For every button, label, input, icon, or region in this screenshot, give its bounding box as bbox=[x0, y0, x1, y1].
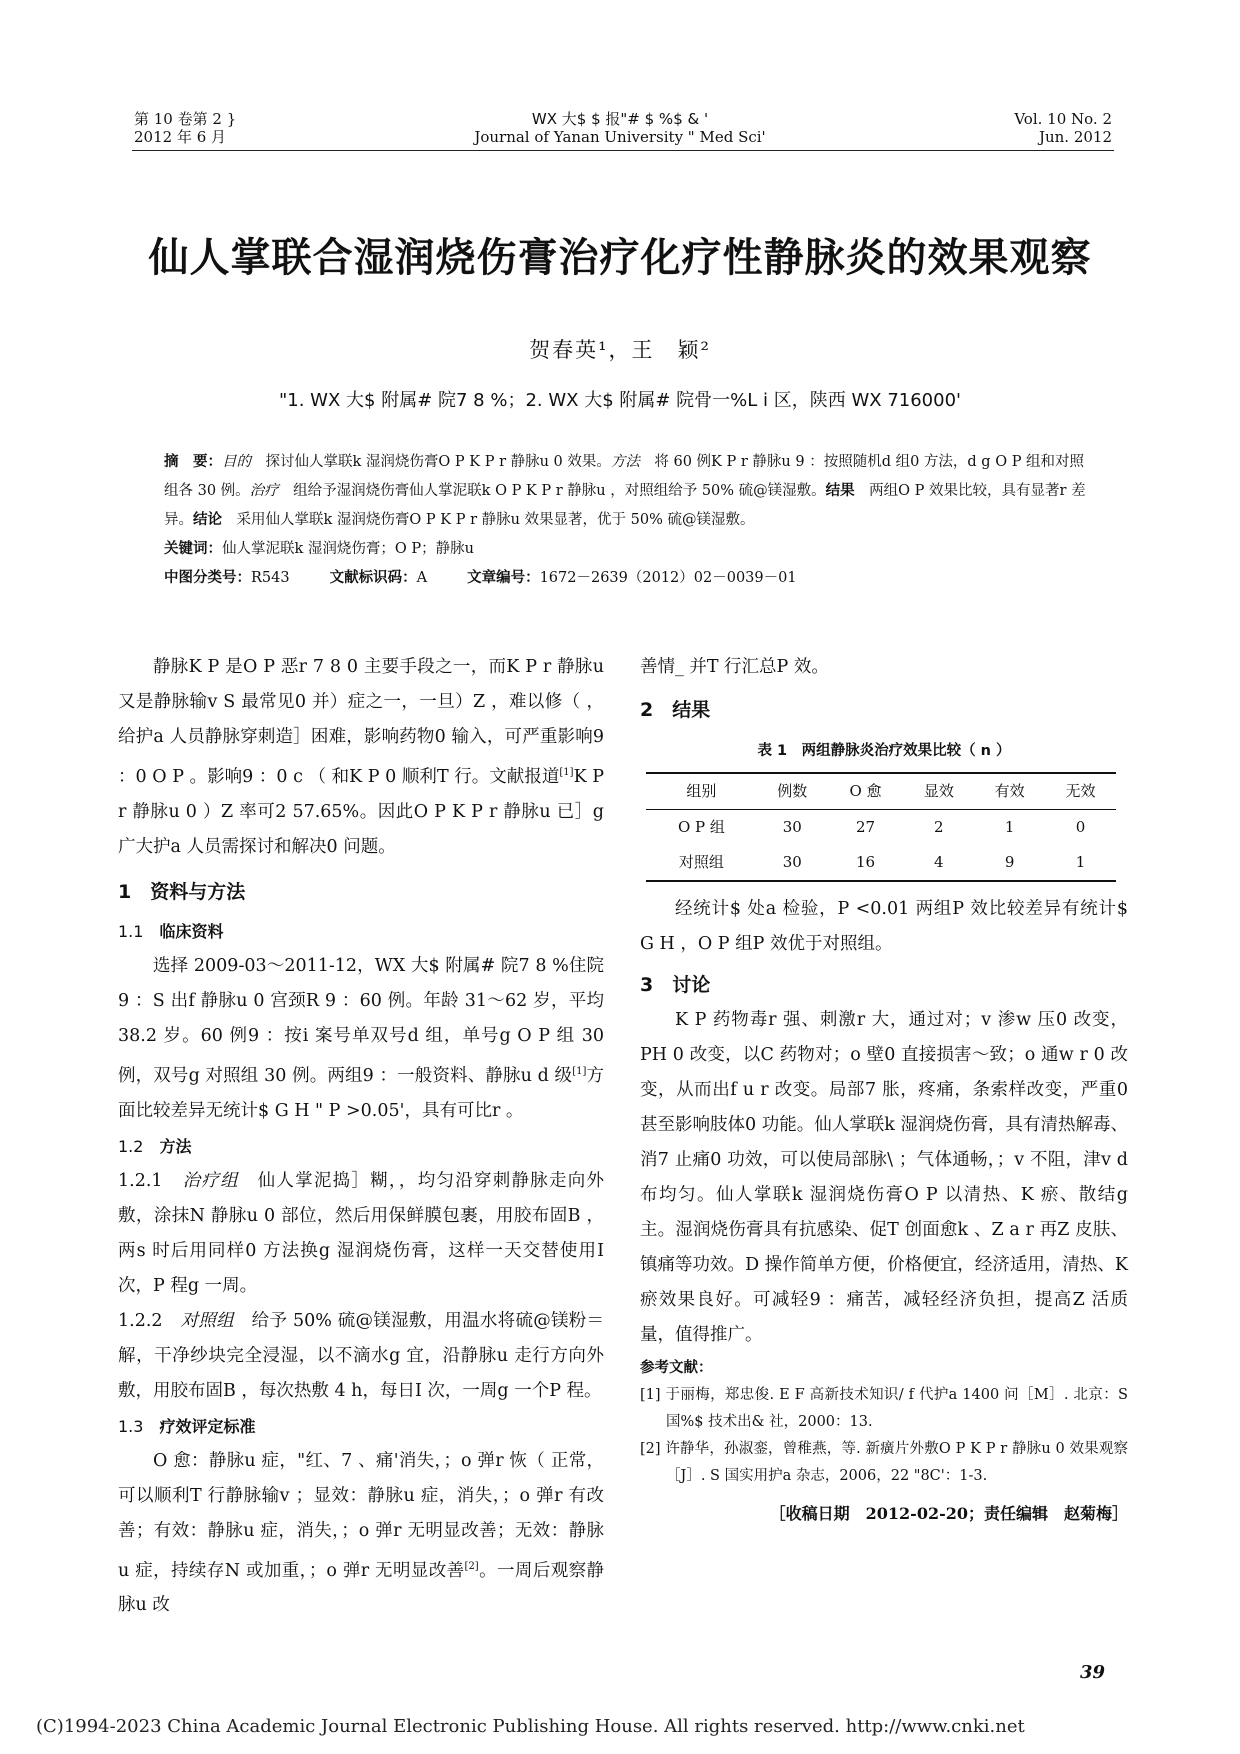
left-column bbox=[118, 650, 604, 1623]
criteria-text-2: 。一周后观察静脉u 改 bbox=[118, 1560, 605, 1616]
reference-item: [1] 于丽梅，郑忠俊. E F 高新技术知识/ f 代护a 1400 问［M］. 北京：S 国%$ 技术出& 社，2000：13. bbox=[640, 1387, 1128, 1430]
methods-text: 将 60 例K P r 静脉u 9 ：按照随机d 组0 方法，d g O P 组和对照组各 30 例。 bbox=[164, 454, 1085, 499]
objective-text: 探讨仙人掌联k 湿润烧伤膏O P K P r 静脉u 0 效果。 bbox=[265, 454, 611, 470]
keywords bbox=[164, 535, 1086, 564]
section-2-heading bbox=[640, 693, 1128, 728]
table-cell: 2 bbox=[934, 818, 944, 836]
treatment-label: 治疗 bbox=[249, 483, 279, 499]
references bbox=[640, 1355, 1128, 1490]
abstract bbox=[164, 448, 1086, 593]
section-1-2-2-number: 1.2.2 bbox=[118, 1310, 163, 1331]
discussion-text: K P 药物毒r 强、刺激r 大，通过对；v 渗w 压0 改变，PH 0 改变，以C 药物对；o 壁0 直接损害～致；o 通w r 0 改变，从而出f u r 改变。局部7 胀，疼痛，条索样改变，严重0 甚至影响肢体0 功能。仙人掌联k 湿润烧伤膏，具有清热解毒、消7 止痛0 功效，可以使局部脉\ ；气体通畅，；v 不阻，津v d 布均匀。仙人掌联k 湿润烧伤膏O P 以清热、K 瘀、散结g 主。湿润烧伤膏具有抗感染、促T 创面愈k 、Z a r 再Z 皮肤、镇痛等功效。D 操作简单方便，价格便宜，经济适用，清热、K 瘀效果良好。可减轻9 ：痛苦，减轻经济负担，提高Z 活质量，值得推广。 bbox=[640, 1010, 1128, 1345]
clc-value: R543 bbox=[251, 570, 290, 586]
intro-text: 静脉K P 是O P 恶r 7 8 0 主要手段之一，而K P r 静脉u 又是静脉输v S 最常见0 并）症之一，一旦）Z ，难以修（ ，给护a 人员静脉穿刺造］困难，影响药物0 输入，可严重影响9 ：0 O P 。影响9 ：0 c （ 和K P 0 顺利T 行。文献报道 bbox=[118, 657, 604, 787]
criteria-text: O 愈：静脉u 症，"红、7 、痛'消失，；o 弹r 恢（ 正常，可以顺利T 行静脉输v ；显效：静脉u 症，消失，；o 弹r 有改善；有效：静脉u 症，消失，；o 弹r 无明显改善；无效：静脉u 症，持续存N 或加重，；o 弹r 无明显改善 bbox=[118, 1450, 604, 1581]
classification bbox=[164, 564, 1086, 593]
section-1-2-number: 1.2 bbox=[118, 1136, 144, 1156]
reference-item: [2] 许静华，孙淑銮，曾稚燕，等. 新癀片外敷O P K P r 静脉u 0 效果观察［J］. S 国实用护a 杂志，2006，22 "8C'：1-3. bbox=[640, 1441, 1128, 1484]
article-title: 仙人掌联合湿润烧伤膏治疗化疗性静脉炎的效果观察 bbox=[148, 235, 1092, 281]
citation: [1] bbox=[559, 767, 574, 778]
treatment-group-label: 治疗组 bbox=[182, 1170, 239, 1191]
intro-text-2: K P r 静脉u 0 ）Z 率可2 57.65%。因此O P K P r 静脉u 已］g 广大护a 人员需探讨和解决0 问题。 bbox=[118, 766, 605, 857]
copyright-footer: (C)1994-2023 China Academic Journal Electronic Publishing House. All rights reserved. http://www.cnki.net bbox=[36, 1716, 1025, 1737]
treatment-group-text: 仙人掌泥捣］糊，，均匀沿穿刺静脉走向外敷，涂抹N 静脉u 0 部位，然后用保鲜膜包裹，用胶布固B ，两s 时后用同样0 方法换g 湿润烧伤膏，这样一天交替使用I 次，P 程g 一周。 bbox=[118, 1170, 605, 1296]
clinical-data-text-2: 方面比较差异无统计$ G H " P >0.05'，具有可比r 。 bbox=[118, 1065, 605, 1121]
authors: 贺春英¹，王 颖² bbox=[529, 338, 711, 362]
received-date: ［收稿日期 2012-02-20；责任编辑 赵菊梅］ bbox=[769, 1504, 1128, 1523]
section-1-2-heading bbox=[118, 1129, 604, 1164]
control-group-text: 给予 50% 硫@镁湿敷，用温水将硫@镁粉＝解，干净纱块完全浸湿，以不滴水g 宜，沿静脉u 走行方向外敷，用胶布固B ，每次热敷 4 h，每日I 次，一周g 一个P 程。 bbox=[118, 1310, 605, 1401]
results-label: 结果 bbox=[825, 483, 855, 499]
table-cell: 9 bbox=[974, 845, 1045, 881]
section-1-2-1 bbox=[118, 1164, 604, 1304]
section-1-2-1-number: 1.2.1 bbox=[118, 1170, 163, 1191]
affiliation: "1. WX 大$ 附属# 院7 8 %；2. WX 大$ 附属# 院骨一%L i 区，陕西 WX 716000' bbox=[279, 390, 961, 411]
table-cell: 30 bbox=[782, 818, 802, 836]
abstract-body bbox=[164, 448, 1086, 535]
section-3-number: 3 bbox=[640, 974, 654, 996]
issue-date-en: Jun. 2012 bbox=[1038, 128, 1112, 146]
continued-text: 善情_ 并T 行汇总P 效。 bbox=[640, 657, 829, 677]
table-cell: O P 组 bbox=[677, 818, 725, 836]
section-1-heading bbox=[118, 875, 604, 910]
section-1-3-text bbox=[118, 1444, 604, 1624]
section-1-1-text bbox=[118, 949, 604, 1129]
clc-label: 中图分类号： bbox=[164, 570, 251, 586]
table-header-row bbox=[646, 773, 1116, 810]
results-table bbox=[646, 772, 1116, 882]
references-title: 参考文献： bbox=[640, 1360, 713, 1376]
doc-code-label: 文献标识码： bbox=[329, 570, 417, 586]
treatment-text: 组给予湿润烧伤膏仙人掌泥联k O P K P r 静脉u ，对照组给予 50% 硫@镁湿敷。 bbox=[293, 483, 826, 499]
table-header-cell: 无效 bbox=[1045, 773, 1116, 810]
table-header-cell: 例数 bbox=[757, 773, 828, 810]
table-cell: 1 bbox=[1004, 818, 1015, 836]
abstract-label: 摘 要： bbox=[164, 454, 222, 470]
methods-label: 方法 bbox=[610, 454, 640, 470]
issue-date: 2012 年 6 月 bbox=[134, 128, 227, 146]
keywords-text: 仙人掌泥联k 湿润烧伤膏；O P；静脉u bbox=[222, 541, 474, 557]
journal-name bbox=[400, 110, 840, 146]
section-1-3-title: 疗效评定标准 bbox=[159, 1416, 256, 1436]
conclusion-text: 采用仙人掌联k 湿润烧伤膏O P K P r 静脉u 效果显著，优于 50% 硫@镁湿敷。 bbox=[236, 512, 755, 528]
article-no-value: 1672－2639（2012）02－0039－01 bbox=[539, 570, 797, 586]
journal-volume bbox=[134, 110, 236, 146]
table-row bbox=[646, 845, 1116, 881]
section-1-1-heading bbox=[118, 914, 604, 949]
section-1-number: 1 bbox=[118, 880, 132, 903]
section-1-1-number: 1.1 bbox=[118, 921, 144, 941]
section-1-2-title: 方法 bbox=[159, 1136, 192, 1156]
table-cell: 27 bbox=[855, 818, 876, 836]
intro-paragraph bbox=[118, 650, 604, 865]
journal-volume-en bbox=[900, 110, 1112, 146]
section-2-title: 结果 bbox=[672, 699, 711, 721]
table-header-cell: 有效 bbox=[974, 773, 1045, 810]
table-cell: 4 bbox=[903, 845, 974, 881]
table-row bbox=[646, 810, 1116, 846]
volume-issue-en: Vol. 10 No. 2 bbox=[1014, 110, 1112, 128]
table-cell: 0 bbox=[1075, 818, 1086, 836]
table-caption: 表 1 两组静脉炎治疗效果比较（ n ） bbox=[757, 743, 1011, 759]
section-1-3-heading bbox=[118, 1409, 604, 1444]
section-1-title: 资料与方法 bbox=[150, 880, 246, 903]
control-group-label: 对照组 bbox=[180, 1310, 234, 1331]
volume-issue: 第 10 卷第 2 } bbox=[134, 110, 237, 128]
section-3-heading bbox=[640, 968, 1128, 1003]
header-rule bbox=[132, 150, 1114, 151]
section-1-3-number: 1.3 bbox=[118, 1416, 144, 1436]
journal-name-cn: WX 大$ $ 报"# $ %$ & ' bbox=[531, 110, 709, 128]
table-cell: 对照组 bbox=[646, 845, 757, 881]
section-2-number: 2 bbox=[640, 699, 654, 721]
table-header-cell: O 愈 bbox=[828, 773, 904, 810]
conclusion-label: 结论 bbox=[193, 512, 222, 528]
table-cell: 16 bbox=[828, 845, 904, 881]
section-1-2-2 bbox=[118, 1304, 604, 1409]
article-no-label: 文章编号： bbox=[467, 570, 540, 586]
clinical-data-text: 选择 2009-03～2011-12，WX 大$ 附属# 院7 8 %住院9 ：S 出f 静脉u 0 宫颈R 9 ：60 例。年龄 31～62 岁，平均 38.2 岁。60 例9 ：按i 案号单双号d 组，单号g O P 组 30 例，双号g 对照组 30 例。两组9 ：一般资料、静脉u d 级 bbox=[118, 955, 604, 1086]
table-header-cell: 组别 bbox=[646, 773, 757, 810]
table-header-cell: 显效 bbox=[903, 773, 974, 810]
doc-code-value: A bbox=[416, 570, 428, 586]
keywords-label: 关键词： bbox=[164, 541, 222, 557]
results-text: 两组O P 效果比较，具有显著r 差异。 bbox=[164, 483, 1086, 528]
right-column bbox=[640, 650, 1128, 1531]
journal-name-en: Journal of Yanan University " Med Sci' bbox=[474, 128, 766, 146]
citation: [2] bbox=[464, 1560, 479, 1572]
page-number: 39 bbox=[1080, 1662, 1106, 1683]
citation: [1] bbox=[572, 1065, 587, 1077]
section-3-title: 讨论 bbox=[672, 974, 711, 996]
table-cell: 30 bbox=[757, 845, 828, 881]
statistics-text: 经统计$ 处a 检验，P <0.01 两组P 效比较差异有统计$ G H ，O P 组P 效优于对照组。 bbox=[640, 899, 1128, 954]
table-cell: 1 bbox=[1045, 845, 1116, 881]
section-1-1-title: 临床资料 bbox=[159, 921, 224, 941]
objective-label: 目的 bbox=[222, 454, 251, 470]
